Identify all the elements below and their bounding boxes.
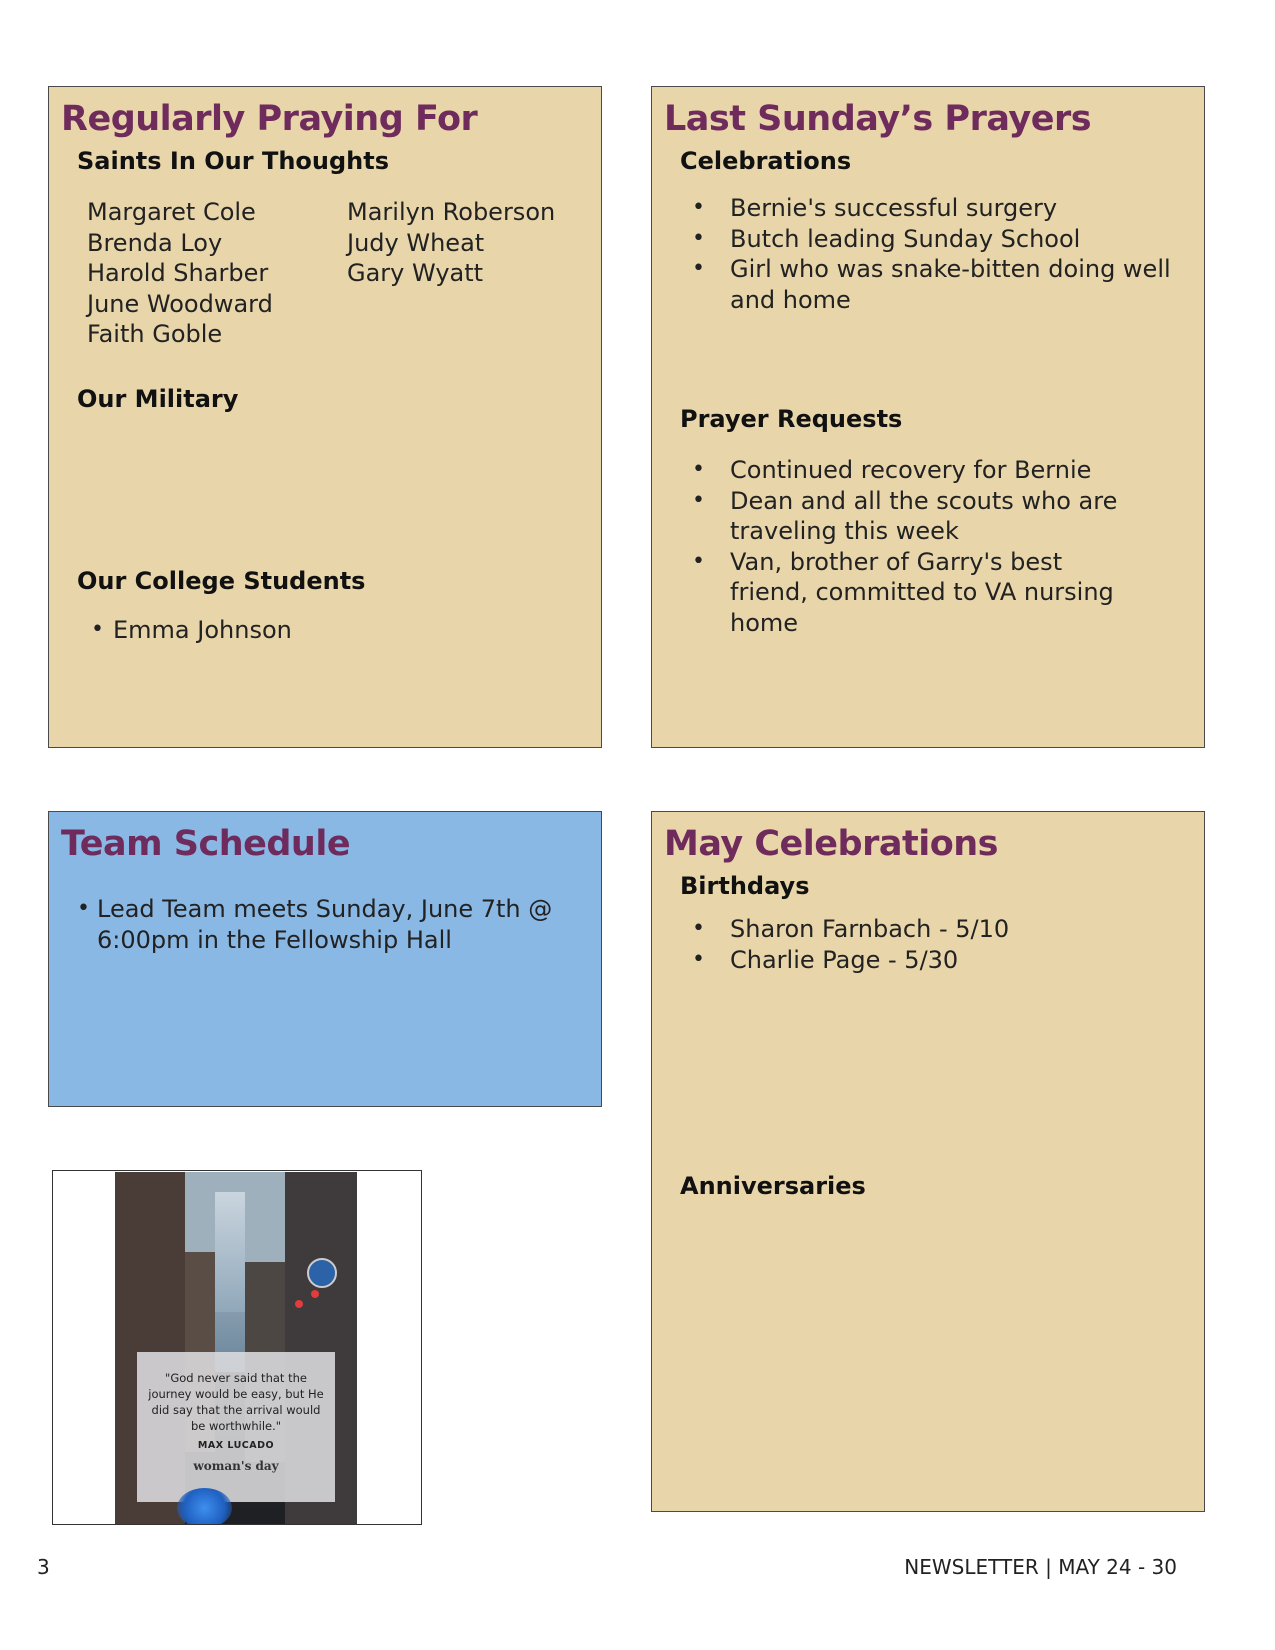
team-schedule-title: Team Schedule [61, 824, 351, 864]
newsletter-footer: NEWSLETTER | MAY 24 - 30 [904, 1555, 1177, 1579]
celebrations-list [672, 193, 1172, 315]
college-students-list [91, 615, 292, 646]
quote-text: "God never said that the journey would be easy, but He did say that the arrival would be worthwhile." [148, 1371, 324, 1433]
prayer-requests-heading: Prayer Requests [680, 405, 903, 433]
list-item: • Continued recovery for Bernie [672, 455, 1142, 486]
list-item: • Van, brother of Garry's best friend, committed to VA nursing home [672, 547, 1142, 639]
list-item: • Charlie Page - 5/30 [672, 945, 1172, 976]
last-sunday-title: Last Sunday’s Prayers [664, 99, 1092, 139]
list-item: • Butch leading Sunday School [672, 224, 1172, 255]
saint-name: Gary Wyatt [347, 259, 484, 287]
list-item: • Emma Johnson [91, 615, 292, 646]
birthdays-list [672, 914, 1172, 975]
saint-name: Judy Wheat [347, 228, 485, 257]
praying-panel [48, 86, 602, 748]
list-item: • Lead Team meets Sunday, June 7th @ 6:00pm in the Fellowship Hall [77, 894, 577, 955]
praying-title: Regularly Praying For [61, 99, 478, 139]
page-number: 3 [37, 1555, 50, 1579]
saints-column-2 [347, 197, 555, 289]
list-item: • Girl who was snake-bitten doing well and home [672, 254, 1172, 315]
saint-name: Marilyn Roberson [347, 198, 556, 226]
may-celebrations-title: May Celebrations [664, 824, 998, 864]
list-item: • Bernie's successful surgery [672, 193, 1172, 224]
celebrations-heading: Celebrations [680, 147, 852, 175]
college-heading: Our College Students [77, 567, 366, 595]
saint-name: Margaret Cole [87, 198, 256, 226]
saint-name: Brenda Loy [87, 228, 223, 257]
anniversaries-heading: Anniversaries [680, 1172, 866, 1200]
may-celebrations-panel [651, 811, 1205, 1512]
quote-image-frame [52, 1170, 422, 1525]
team-schedule-panel [48, 811, 602, 1107]
quote-brand-logo: woman's day [193, 1459, 279, 1473]
last-sunday-panel [651, 86, 1205, 748]
saint-name: Faith Goble [87, 320, 223, 348]
saint-name: June Woodward [87, 289, 273, 318]
saint-name: Harold Sharber [87, 259, 269, 287]
team-schedule-list [77, 894, 577, 955]
birthdays-heading: Birthdays [680, 872, 810, 900]
prayer-requests-list [672, 455, 1142, 638]
list-item: • Dean and all the scouts who are traveling this week [672, 486, 1142, 547]
quote-poster-image [115, 1172, 357, 1524]
military-heading: Our Military [77, 385, 239, 413]
quote-panel [137, 1352, 335, 1502]
saints-column-1 [87, 197, 273, 350]
quote-author: MAX LUCADO [197, 1440, 275, 1451]
saints-heading: Saints In Our Thoughts [77, 147, 390, 175]
list-item: • Sharon Farnbach - 5/10 [672, 914, 1172, 945]
